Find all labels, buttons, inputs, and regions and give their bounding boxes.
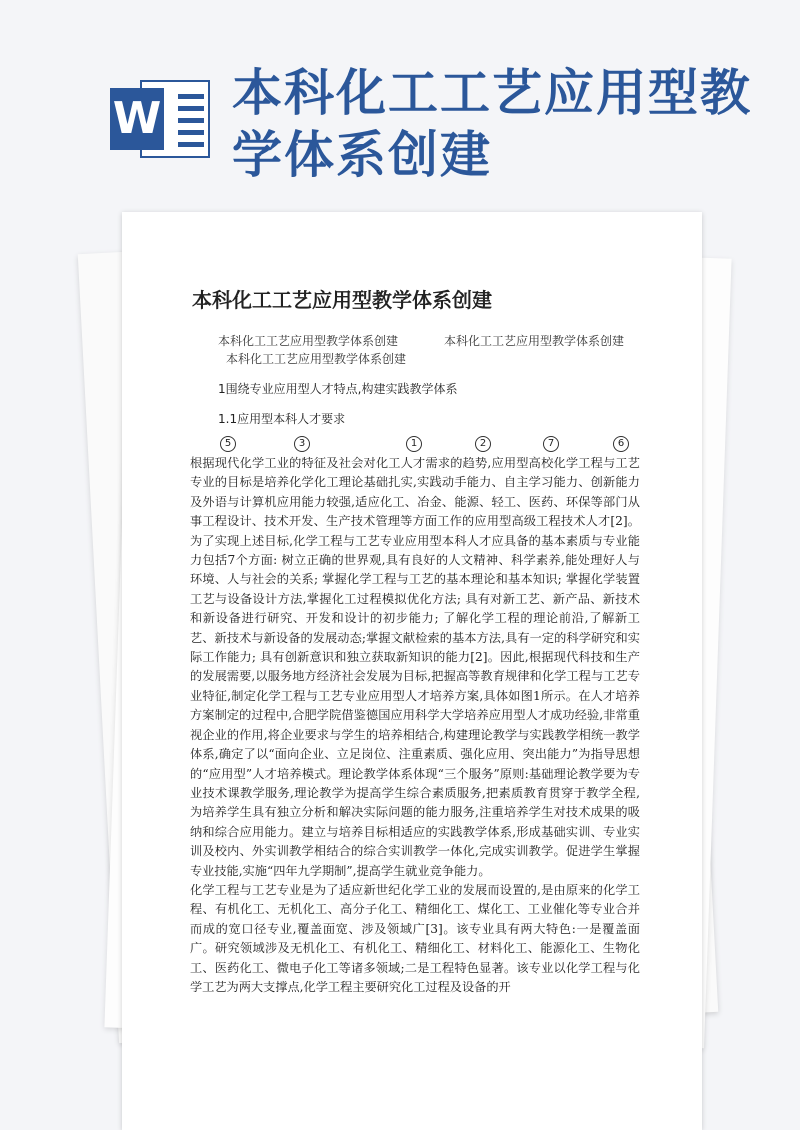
word-logo-letter: W bbox=[110, 88, 164, 150]
circled-markers bbox=[218, 436, 638, 454]
circled-marker: 3 bbox=[294, 436, 310, 452]
subtitle-c: 本科化工工艺应用型教学体系创建 bbox=[226, 352, 407, 366]
document-page bbox=[122, 212, 702, 1130]
circled-marker: 2 bbox=[475, 436, 491, 452]
subtitle-b: 本科化工工艺应用型教学体系创建 bbox=[444, 334, 625, 348]
section-heading-1: 1围绕专业应用型人才特点,构建实践教学体系 bbox=[218, 382, 458, 396]
body-text bbox=[190, 454, 640, 997]
circled-marker: 6 bbox=[613, 436, 629, 452]
circled-marker: 5 bbox=[220, 436, 236, 452]
circled-marker: 1 bbox=[406, 436, 422, 452]
paragraph-1: 根据现代化学工业的特征及社会对化工人才需求的趋势,应用型高校化学工程与工艺专业的目标是培养化学化工理论基础扎实,实践动手能力、自主学习能力、创新能力及外语与计算机应用能力较强,适应化工、冶金、能源、轻工、医药、环保等部门从事工程设计、技术开发、生产技术管理等方面工作的应用型高级工程技术人才[2]。为了实现上述目标,化学工程与工艺专业应用型本科人才应具备的基本素质与专业能力包括7个方面: 树立正确的世界观,具有良好的人文精神、科学素养,能处理好人与环境、人与社会的关系; 掌握化学工程与工艺的基本理论和基本知识; 掌握化学装置工艺与设备设计方法,掌握化工过程模拟优化方法; 具有对新工艺、新产品、新技术和新设备进行研究、开发和设计的初步能力; 了解化学工程的理论前沿,了解新工艺、新技术与新设备的发展动态;掌握文献检索的基本方法,具有一定的科学研究和实际工作能力; 具有创新意识和独立获取新知识的能力[2]。因此,根据现代科技和生产的发展需要,以服务地方经济社会发展为目标,把握高等教育规律和化学工程与工艺专业特征,制定化学工程与工艺专业应用型人才培养方案,具体如图1所示。在人才培养方案制定的过程中,合肥学院借鉴德国应用科学大学培养应用型人才成功经验,非常重视企业的作用,将企业要求与学生的培养相结合,构建理论教学与实践教学相统一教学体系,确定了以“面向企业、立足岗位、注重素质、强化应用、突出能力”为指导思想的“应用型”人才培养模式。理论教学体系体现“三个服务”原则:基础理论教学要为专业技术课教学服务,理论教学为提高学生综合素质服务,把素质教育贯穿于教学全程,为培养学生具有独立分析和解决实际问题的能力服务,注重培养学生对技术成果的吸纳和综合应用能力。建立与培养目标相适应的实践教学体系,形成基础实训、专业实训及校内、外实训教学相结合的综合实训教学一体化,完成实训教学。促进学生掌握专业技能,实施“四年九学期制”,提高学生就业竞争能力。 bbox=[190, 456, 640, 878]
subtitle-a: 本科化工工艺应用型教学体系创建 bbox=[218, 334, 399, 348]
section-heading-1-1: 1.1应用型本科人才要求 bbox=[218, 412, 346, 426]
word-logo bbox=[110, 80, 210, 158]
circled-marker: 7 bbox=[543, 436, 559, 452]
banner-title: 本科化工工艺应用型教学体系创建 bbox=[232, 64, 752, 184]
document-title: 本科化工工艺应用型教学体系创建 bbox=[192, 288, 492, 312]
paragraph-2: 化学工程与工艺专业是为了适应新世纪化学工业的发展而设置的,是由原来的化学工程、有机化工、无机化工、高分子化工、精细化工、煤化工、工业催化等专业合并而成的宽口径专业,覆盖面宽、涉及领域广[3]。该专业具有两大特色:一是覆盖面广。研究领域涉及无机化工、有机化工、精细化工、材料化工、能源化工、生物化工、医药化工、微电子化工等诸多领域;二是工程特色显著。该专业以化学工程与化学工艺为两大支撑点,化学工程主要研究化工过程及设备的开 bbox=[190, 882, 640, 994]
